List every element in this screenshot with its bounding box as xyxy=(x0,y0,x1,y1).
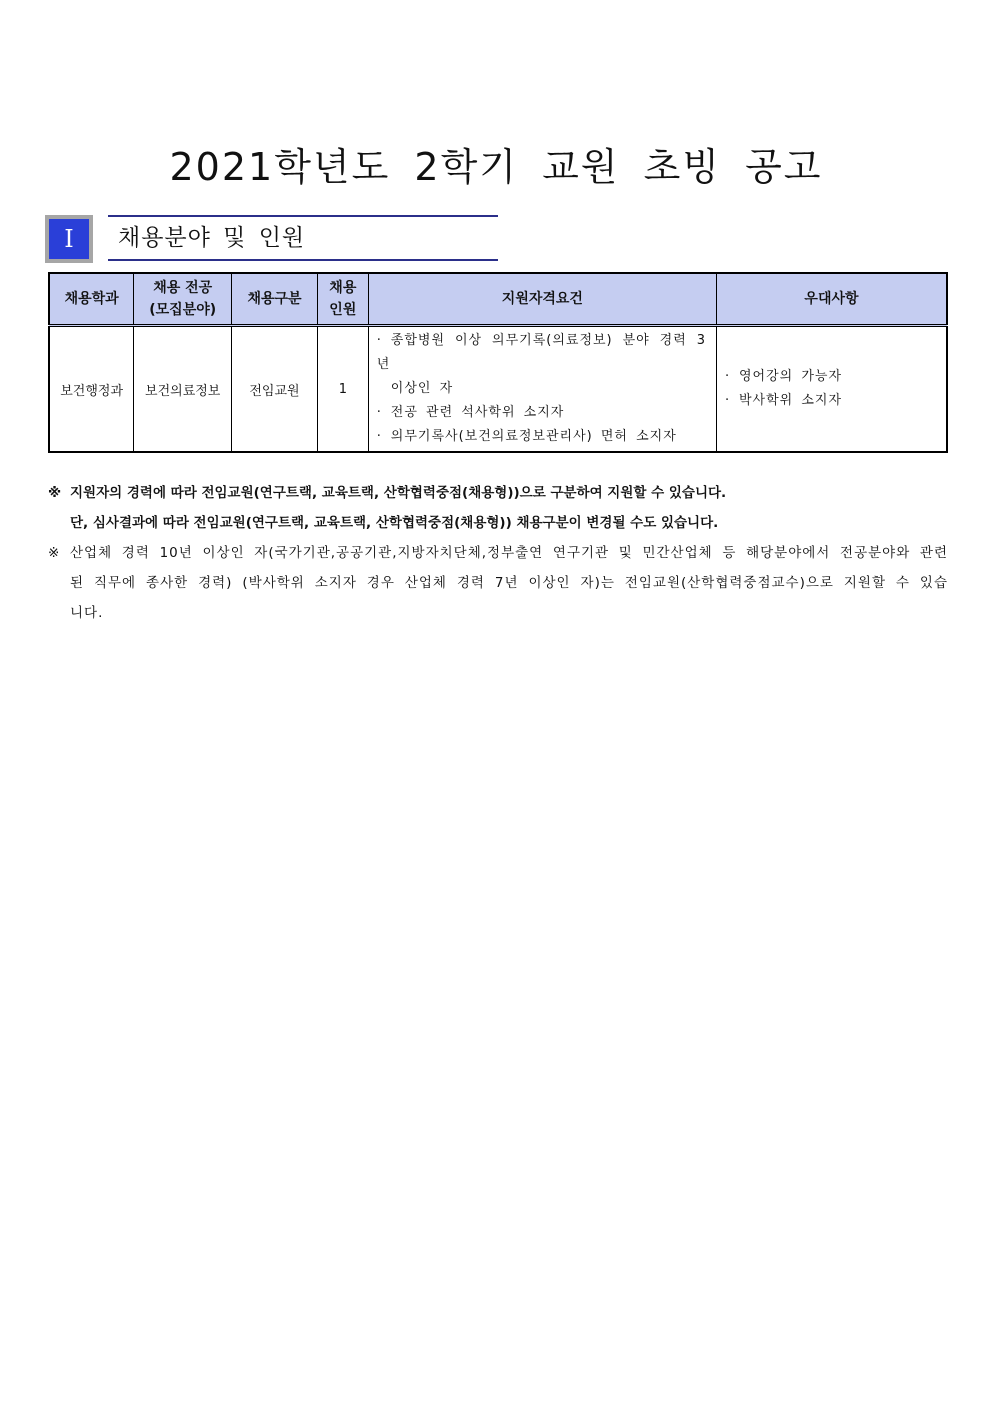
cell-preferences xyxy=(716,326,947,453)
recruitment-table xyxy=(48,272,948,453)
cell-qualifications xyxy=(368,326,716,453)
header-major xyxy=(134,273,232,326)
qualification-text: 의무기록사(보건의료정보관리사) 면허 소지자 xyxy=(390,429,677,444)
qualification-text: 종합병원 이상 의무기록(의료정보) 분야 경력 3년 xyxy=(376,333,706,372)
notes-section xyxy=(48,478,948,628)
qualification-text-cont: 이상인 자 xyxy=(390,381,454,396)
qualification-text: 전공 관련 석사학위 소지자 xyxy=(390,405,565,420)
preference-item xyxy=(725,365,936,389)
cell-type: 전임교원 xyxy=(232,326,318,453)
section-number-box xyxy=(45,215,93,263)
section-title: 채용분야 및 인원 xyxy=(108,215,498,261)
header-type: 채용구분 xyxy=(232,273,318,326)
bullet-marker: · xyxy=(376,333,382,348)
section-header xyxy=(45,215,490,263)
header-qualifications: 지원자격요건 xyxy=(368,273,716,326)
table-row xyxy=(49,326,947,453)
header-count xyxy=(317,273,368,326)
bullet-marker: · xyxy=(376,405,382,420)
bullet-marker: · xyxy=(376,429,382,444)
reference-mark-icon: ※ xyxy=(48,545,61,561)
note-text: 산업체 경력 10년 이상인 자(국가기관,공공기관,지방자치단체,정부출연 연구기관 및 민간산업체 등 해당분야에서 전공분야와 관련된 직무에 종사한 경력) (박사학위 소지자 경우 산업체 경력 7년 이상인 자)는 전임교원(산학협력중점교수)으로 지원할 수 있습니다. xyxy=(70,545,948,621)
cell-count: 1 xyxy=(317,326,368,453)
table-header-row xyxy=(49,273,947,326)
preference-text: 영어강의 가능자 xyxy=(738,369,843,384)
header-dept: 채용학과 xyxy=(49,273,134,326)
note-text: 지원자의 경력에 따라 전임교원(연구트랙, 교육트랙, 산학협력중점(채용형))으로 구분하여 지원할 수 있습니다. xyxy=(70,485,727,501)
qualification-item xyxy=(377,329,706,401)
qualification-item xyxy=(377,425,706,449)
reference-mark-icon: ※ xyxy=(48,485,62,501)
section-number: Ⅰ xyxy=(49,219,89,259)
cell-dept: 보건행정과 xyxy=(49,326,134,453)
bullet-marker: · xyxy=(724,393,731,408)
note-text: 단, 심사결과에 따라 전임교원(연구트랙, 교육트랙, 산학협력중점(채용형)) 채용구분이 변경될 수도 있습니다. xyxy=(70,515,719,531)
header-major-line2: (모집분야) xyxy=(149,302,217,318)
qualification-item xyxy=(377,401,706,425)
header-count-line2: 인원 xyxy=(329,302,357,318)
document-title: 2021학년도 2학기 교원 초빙 공고 xyxy=(169,145,823,189)
preference-item xyxy=(725,389,936,413)
header-major-line1: 채용 전공 xyxy=(153,280,213,296)
note-industry-career xyxy=(48,538,948,628)
header-preferences: 우대사항 xyxy=(716,273,947,326)
note-track-selection xyxy=(48,478,948,538)
header-count-line1: 채용 xyxy=(329,280,357,296)
preference-text: 박사학위 소지자 xyxy=(738,393,843,408)
bullet-marker: · xyxy=(724,369,731,384)
cell-major: 보건의료정보 xyxy=(134,326,232,453)
